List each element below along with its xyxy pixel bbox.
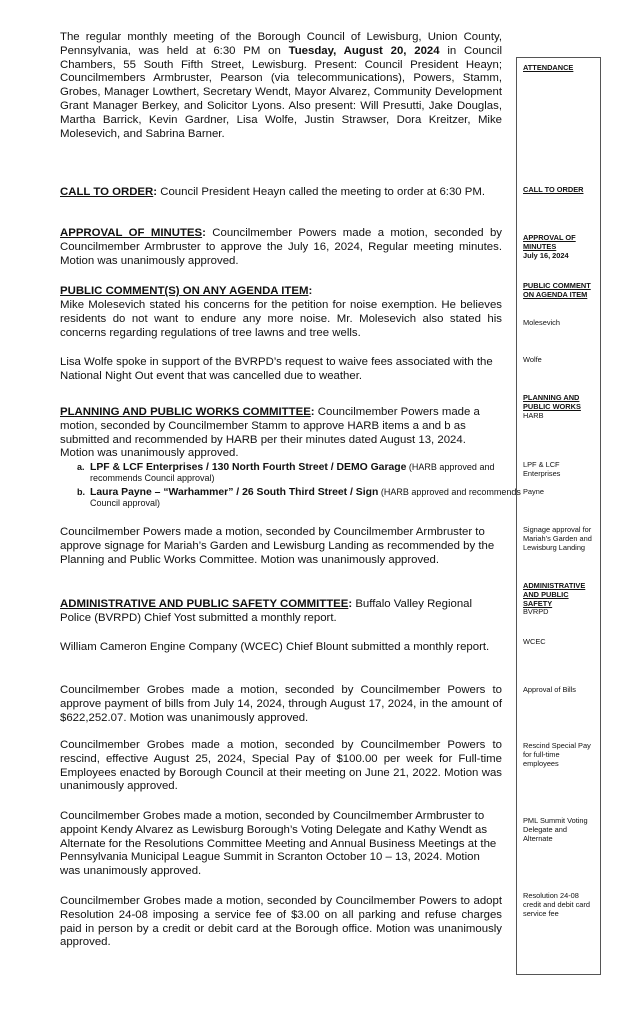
public-comment-wolfe: Lisa Wolfe spoke in support of the BVRPD’s request to waive fees associated with the National Night Out event that was cancelled due to weather. xyxy=(60,356,493,382)
side-attendance: ATTENDANCE xyxy=(523,63,574,72)
pml-paragraph: Councilmember Grobes made a motion, seconded by Councilmember Armbruster to appoint Kendy Alvarez as Lewisburg Borough’s Voting Delegate and Kathy Wendt as Alternate for the Resolutions Committee Meeting and Annual Business Meetings at the Pennsylvania Municipal League Summit in Scranton October 10 – 13, 2024. Motion was unanimously approved. xyxy=(60,810,497,878)
harb-item-marker: b. xyxy=(77,487,85,497)
wcec-paragraph: William Cameron Engine Company (WCEC) Chief Blount submitted a monthly report. xyxy=(60,641,490,653)
side-approval-minutes: APPROVAL OF MINUTES xyxy=(523,233,576,251)
side-admin: ADMINISTRATIVE AND PUBLIC SAFETY xyxy=(523,581,586,608)
public-comment-molesevich: Mike Molesevich stated his concerns for the petition for noise exemption. He believes residents do not want to endure any more noise. Mr. Molesevich also stated his concerns regarding regulations of tree lawns and tree wells. xyxy=(60,299,502,339)
admin-paragraph: ADMINISTRATIVE AND PUBLIC SAFETY COMMITTEE: Buffalo Valley Regional Police (BVRPD) Chief Yost submitted a monthly report. xyxy=(60,598,473,624)
intro-attendees: in Council Chambers, 55 South Fifth Street, Lewisburg. Present: Council President Heayn; Councilmembers Armbruster, Pearson (via telecommunications), Powers, Stamm, Grobes, Manager Lowthert, Secretary Wendt, Mayor Alvarez, Community Development Grant Manager Berkey, and Solicitor Lyons. Also present: Will Presutti, Jake Douglas, Martha Barrick, Kevin Gardner, Lisa Wolfe, Justin Strawser, Dora Kreitzer, Mike Molesevich, and Sabrina Barner. xyxy=(60,44,502,140)
side-bills: Approval of Bills xyxy=(523,685,576,694)
call-to-order-paragraph: CALL TO ORDER: Council President Heayn called the meeting to order at 6:30 PM. xyxy=(60,186,486,198)
harb-item-marker: a. xyxy=(77,462,85,472)
side-resolution: Resolution 24-08 credit and debit card service fee xyxy=(523,891,590,918)
resolution-paragraph: Councilmember Grobes made a motion, seconded by Councilmember Powers to adopt Resolution 24-08 imposing a service fee of $3.00 on all parking and refuse charges paid in person by a credit or debit card at the Borough office. Motion was unanimously approved. xyxy=(60,895,502,949)
call-to-order-text: Council President Heayn called the meeting to order at 6:30 PM. xyxy=(157,186,486,198)
side-minutes-date: July 16, 2024 xyxy=(523,251,569,260)
minutes-heading: APPROVAL OF MINUTES xyxy=(60,227,203,239)
harb-item-note: (HARB approved and recommends Council approval) xyxy=(90,487,521,508)
public-comment-heading-line: PUBLIC COMMENT(S) ON ANY AGENDA ITEM: xyxy=(60,285,313,297)
side-bvrpd: BVRPD xyxy=(523,607,549,616)
rescind-paragraph: Councilmember Grobes made a motion, seconded by Councilmember Powers to rescind, effective August 25, 2024, Special Pay of $100.00 per week for Full-time Employees enacted by Borough Council at their meeting on June 21, 2022. Motion was unanimously approved. xyxy=(60,739,502,793)
harb-item-b xyxy=(77,487,532,509)
minutes-paragraph: APPROVAL OF MINUTES: Councilmember Powers made a motion, seconded by Councilmember Armbruster to approve the July 16, 2024, Regular meeting minutes. Motion was unanimously approved. xyxy=(60,227,502,267)
public-comment-heading: PUBLIC COMMENT(S) ON ANY AGENDA ITEM xyxy=(60,285,309,297)
planning-paragraph: PLANNING AND PUBLIC WORKS COMMITTEE: Councilmember Powers made a motion, seconded by Councilmember Stamm to approve HARB items a and b as submitted and recommended by HARB per their minutes dated August 13, 2024. Motion was unanimously approved. xyxy=(60,406,480,460)
side-wolfe: Wolfe xyxy=(523,355,542,364)
signage-paragraph: Councilmember Powers made a motion, seconded by Councilmember Armbruster to approve signage for Mariah’s Garden and Lewisburg Landing as recommended by the Planning and Public Works Committee. Motion was unanimously approved. xyxy=(60,526,495,566)
harb-item-a xyxy=(77,462,532,484)
side-lpf: LPF & LCF Enterprises xyxy=(523,460,561,478)
intro-text: The regular monthly meeting of the Borough Council of Lewisburg, Union County, Pennsylvania, was held at 6:30 PM on xyxy=(60,31,502,57)
bills-paragraph: Councilmember Grobes made a motion, seconded by Councilmember Powers to approve payment of bills from July 14, 2024, through August 17, 2024, in the amount of $622,252.07. Motion was unanimously approved. xyxy=(60,684,502,724)
side-call-to-order: CALL TO ORDER xyxy=(523,185,584,194)
meeting-date: Tuesday, August 20, 2024 xyxy=(288,44,440,57)
side-pml: PML Summit Voting Delegate and Alternate xyxy=(523,816,588,843)
planning-text: Councilmember Powers made a motion, seconded by Councilmember Stamm to approve HARB items a and b as submitted and recommended by HARB per their minutes dated August 13, 2024. Motion was unanimously approved. xyxy=(60,406,480,460)
call-to-order-heading: CALL TO ORDER xyxy=(60,186,154,198)
admin-heading: ADMINISTRATIVE AND PUBLIC SAFETY COMMITTEE xyxy=(60,598,349,610)
side-planning: PLANNING AND PUBLIC WORKS xyxy=(523,393,581,411)
harb-item-title: LPF & LCF Enterprises / 130 North Fourth Street / DEMO Garage xyxy=(90,462,407,473)
minutes-text: Councilmember Powers made a motion, seconded by Councilmember Armbruster to approve the July 16, 2024, Regular meeting minutes. Motion was unanimously approved. xyxy=(60,227,502,267)
harb-items-list xyxy=(60,462,532,512)
harb-item-title: Laura Payne – “Warhammer” / 26 South Third Street / Sign xyxy=(90,487,379,498)
side-public-comment: PUBLIC COMMENT ON AGENDA ITEM xyxy=(523,281,591,299)
side-harb: HARB xyxy=(523,411,544,420)
side-payne: Payne xyxy=(523,487,544,496)
admin-text: Buffalo Valley Regional Police (BVRPD) Chief Yost submitted a monthly report. xyxy=(60,598,473,624)
side-rescind: Rescind Special Pay for full-time employees xyxy=(523,741,591,768)
harb-item-note: (HARB approved and recommends Council approval) xyxy=(90,462,495,483)
intro-paragraph xyxy=(60,31,502,141)
side-wcec: WCEC xyxy=(523,637,546,646)
side-signage: Signage approval for Mariah’s Garden and Lewisburg Landing xyxy=(523,525,592,552)
side-molesevich: Molesevich xyxy=(523,318,560,327)
planning-heading: PLANNING AND PUBLIC WORKS COMMITTEE xyxy=(60,406,311,418)
